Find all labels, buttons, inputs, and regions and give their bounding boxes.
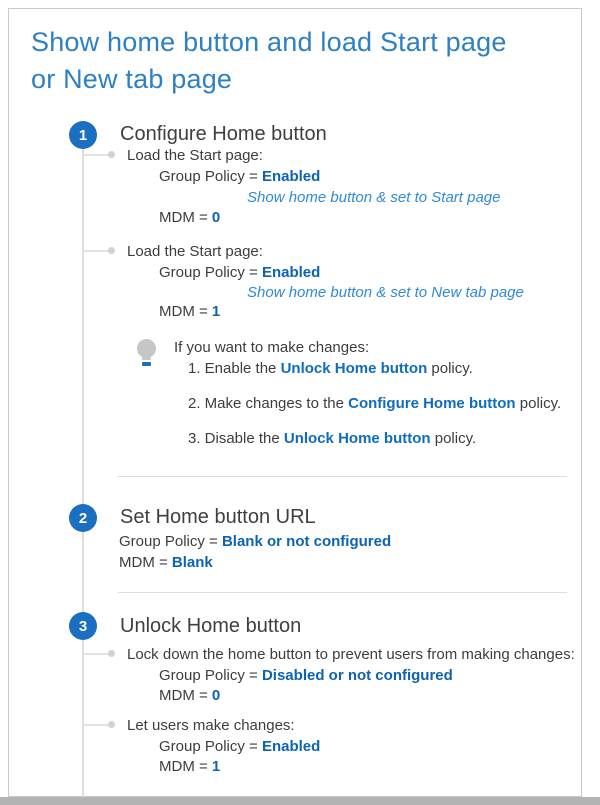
policy-link: Configure Home button (348, 395, 516, 412)
step2-mdm (119, 554, 213, 571)
mdm-value: 0 (211, 687, 221, 704)
group-policy-label: Group Policy = (159, 264, 262, 281)
mdm-label: MDM = (159, 687, 212, 704)
page-title (31, 24, 561, 98)
step1-item1-group-policy (159, 168, 320, 185)
tip-text: 2. Make changes to the (188, 395, 349, 412)
bottom-crop-band (0, 797, 600, 805)
tip-text: 1. Enable the (188, 360, 281, 377)
group-policy-value: Enabled (261, 264, 321, 281)
tip-text: 3. Disable the (188, 430, 284, 447)
step3-item1-mdm (159, 687, 220, 704)
step3-item2-group-policy (159, 738, 320, 755)
tip-text: policy. (430, 430, 477, 447)
group-policy-label: Group Policy = (159, 168, 262, 185)
step1-item1-mdm (159, 209, 220, 226)
tip-item-1 (188, 360, 473, 377)
connector-line-step3 (82, 640, 84, 797)
bullet-stub (84, 724, 109, 726)
mdm-label: MDM = (159, 758, 212, 775)
page-title-line1: Show home button and load Start page (31, 27, 507, 57)
tip-item-2 (188, 395, 561, 412)
bullet-stub (84, 653, 109, 655)
bullet-dot (108, 247, 115, 254)
step3-item1-group-policy (159, 667, 453, 684)
step3-item1-label: Lock down the home button to prevent users from making changes: (127, 646, 575, 663)
tip-text: policy. (427, 360, 473, 377)
lightbulb-icon (137, 339, 156, 358)
step1-item2-label: Load the Start page: (127, 243, 263, 260)
bullet-stub (84, 250, 109, 252)
connector-line-step2 (82, 532, 84, 612)
group-policy-label: Group Policy = (159, 738, 262, 755)
section-divider (118, 476, 567, 477)
step3-number: 3 (78, 617, 88, 635)
step2-group-policy (119, 533, 391, 550)
lightbulb-icon-neck (142, 357, 151, 360)
group-policy-label: Group Policy = (159, 667, 262, 684)
policy-link: Unlock Home button (280, 360, 428, 377)
page-title-line2: or New tab page (31, 64, 233, 94)
step1-number: 1 (78, 126, 88, 144)
mdm-label: MDM = (159, 303, 212, 320)
section-divider (118, 592, 567, 593)
mdm-value: 0 (211, 209, 221, 226)
mdm-label: MDM = (119, 554, 172, 571)
step3-item2-label: Let users make changes: (127, 717, 295, 734)
step3-heading: Unlock Home button (120, 615, 302, 637)
step2-heading: Set Home button URL (120, 506, 316, 528)
bullet-dot (108, 151, 115, 158)
group-policy-value: Disabled or not configured (261, 667, 453, 684)
bullet-dot (108, 650, 115, 657)
step2-number: 2 (78, 509, 88, 527)
step1-item2-group-policy (159, 264, 320, 281)
tip-text: policy. (515, 395, 562, 412)
step2-number-badge (69, 504, 97, 532)
step1-item1-label: Load the Start page: (127, 147, 263, 164)
step1-heading: Configure Home button (120, 123, 327, 145)
bullet-dot (108, 721, 115, 728)
group-policy-value: Enabled (261, 168, 321, 185)
step3-item2-mdm (159, 758, 220, 775)
policy-link: Unlock Home button (283, 430, 431, 447)
step3-number-badge (69, 612, 97, 640)
tip-intro: If you want to make changes: (174, 339, 370, 356)
group-policy-value: Blank or not configured (221, 533, 392, 550)
mdm-value: 1 (211, 303, 221, 320)
group-policy-value: Enabled (261, 738, 321, 755)
group-policy-label: Group Policy = (119, 533, 222, 550)
step1-item1-note: Show home button & set to Start page (247, 189, 501, 206)
step1-number-badge (69, 121, 97, 149)
connector-line-step1 (82, 149, 84, 504)
mdm-label: MDM = (159, 209, 212, 226)
tip-item-3 (188, 430, 476, 447)
step1-item2-mdm (159, 303, 220, 320)
lightbulb-icon-base (142, 362, 151, 366)
mdm-value: Blank (171, 554, 213, 571)
bullet-stub (84, 154, 109, 156)
step1-item2-note: Show home button & set to New tab page (247, 284, 524, 301)
mdm-value: 1 (211, 758, 221, 775)
